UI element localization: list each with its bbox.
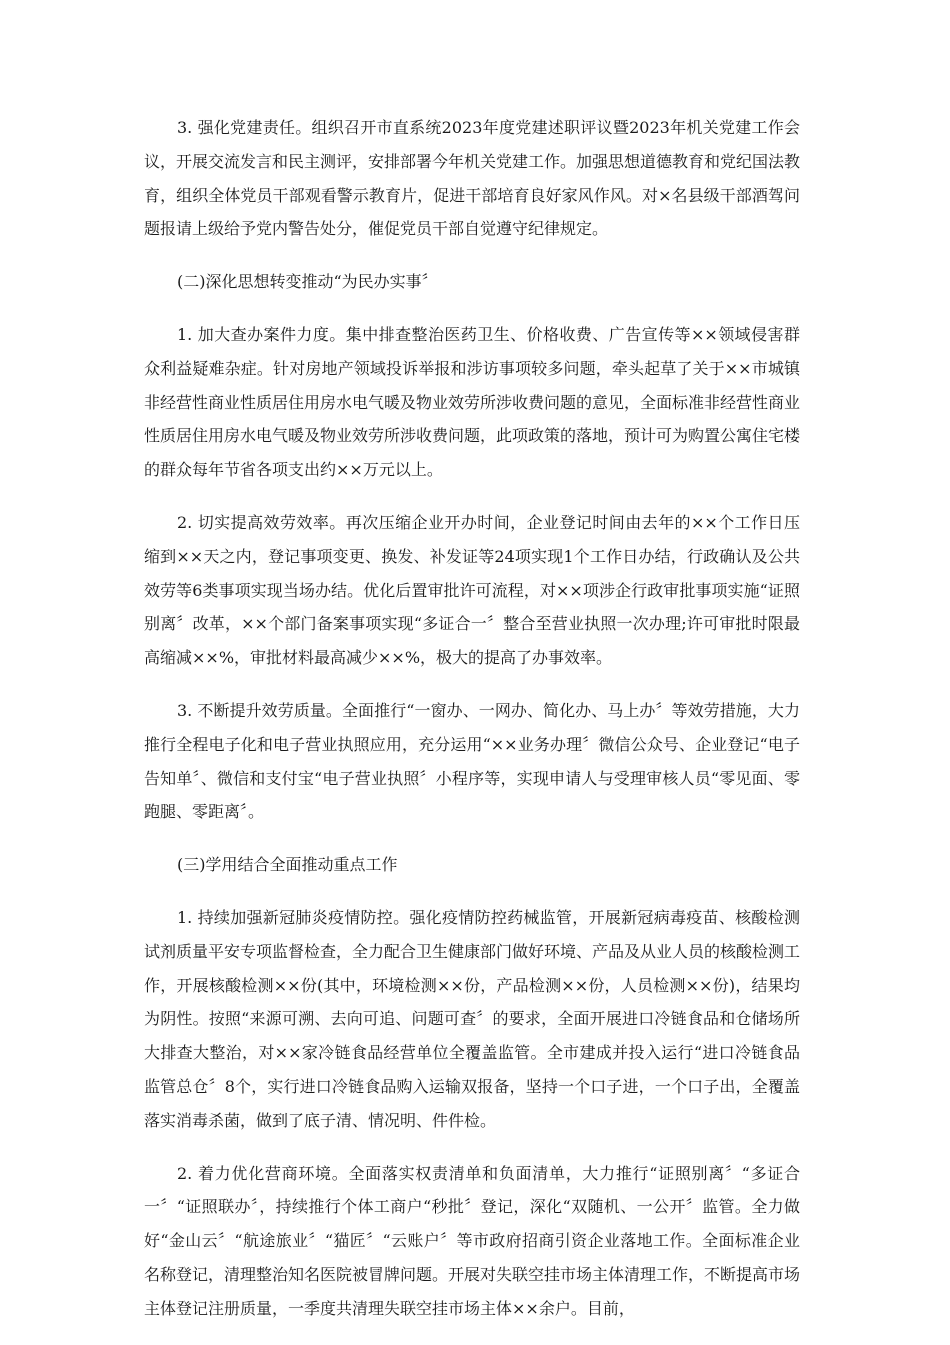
- section-heading-3: (三)学用结合全面推动重点工作: [177, 855, 398, 875]
- paragraph-epidemic-control: 1. 持续加强新冠肺炎疫情防控。强化疫情防控药械监管，开展新冠病毒疫苗、核酸检测试剂质量平安专项监督检查，全力配合卫生健康部门做好环境、产品及从业人员的核酸检测工作，开展核酸检测××份(其中，环境检测××份，产品检测××份，人员检测××份)，结果均为阴性。按照“来源可溯、去向可追、问题可查〞的要求，全面开展进口冷链食品和仓储场所大排查大整治，对××家冷链食品经营单位全覆盖监管。全市建成并投入运行“进口冷链食品监管总仓〞8个，实行进口冷链食品购入运输双报备，坚持一个口子进，一个口子出，全覆盖落实消毒杀菌，做到了底子清、情况明、件件检。: [144, 907, 801, 1130]
- paragraph-case-handling: 1. 加大查办案件力度。集中排查整治医药卫生、价格收费、广告宣传等××领域侵害群众利益疑难杂症。针对房地产领域投诉举报和涉访事项较多问题，牵头起草了关于××市城镇非经营性商业性质居住用房水电气暖及物业效劳所涉收费问题的意见，全面标准非经营性商业性质居住用房水电气暖及物业效劳所涉收费问题，此项政策的落地，预计可为购置公寓住宅楼的群众每年节省各项支出约××万元以上。: [144, 324, 801, 480]
- section-heading-2: (二)深化思想转变推动“为民办实事〞: [177, 272, 438, 292]
- paragraph-service-efficiency: 2. 切实提高效劳效率。再次压缩企业开办时间，企业登记时间由去年的××个工作日压缩到××天之内，登记事项变更、换发、补发证等24项实现1个工作日办结，行政确认及公共效劳等6类事项实现当场办结。优化后置审批许可流程，对××项涉企行政审批事项实施“证照别离〞改革，××个部门备案事项实现“多证合一〞整合至营业执照一次办理;许可审批时限最高缩减××%，审批材料最高减少××%，极大的提高了办事效率。: [144, 512, 800, 668]
- paragraph-party-building: 3. 强化党建责任。组织召开市直系统2023年度党建述职评议暨2023年机关党建工作会议，开展交流发言和民主测评，安排部署今年机关党建工作。加强思想道德教育和党纪国法教育，组织全体党员干部观看警示教育片，促进干部培育良好家风作风。对×名县级干部酒驾问题报请上级给予党内警告处分，催促党员干部自觉遵守纪律规定。: [144, 118, 801, 239]
- paragraph-service-quality: 3. 不断提升效劳质量。全面推行“一窗办、一网办、简化办、马上办〞等效劳措施，大力推行全程电子化和电子营业执照应用，充分运用“××业务办理〞微信公众号、企业登记“电子告知单〞、微信和支付宝“电子营业执照〞小程序等，实现申请人与受理审核人员“零见面、零跑腿、零距离〞。: [144, 700, 800, 822]
- document-body: [144, 111, 800, 1345]
- paragraph-business-environment: 2. 着力优化营商环境。全面落实权责清单和负面清单，大力推行“证照别离〞“多证合一〞“证照联办〞，持续推行个体工商户“秒批〞登记，深化“双随机、一公开〞监管。全力做好“金山云〞“航途旅业〞“猫匠〞“云账户〞等市政府招商引资企业落地工作。全面标准企业名称登记，清理整治知名医院被冒牌问题。开展对失联空挂市场主体清理工作，不断提高市场主体登记注册质量，一季度共清理失联空挂市场主体××余户。目前，: [144, 1163, 801, 1318]
